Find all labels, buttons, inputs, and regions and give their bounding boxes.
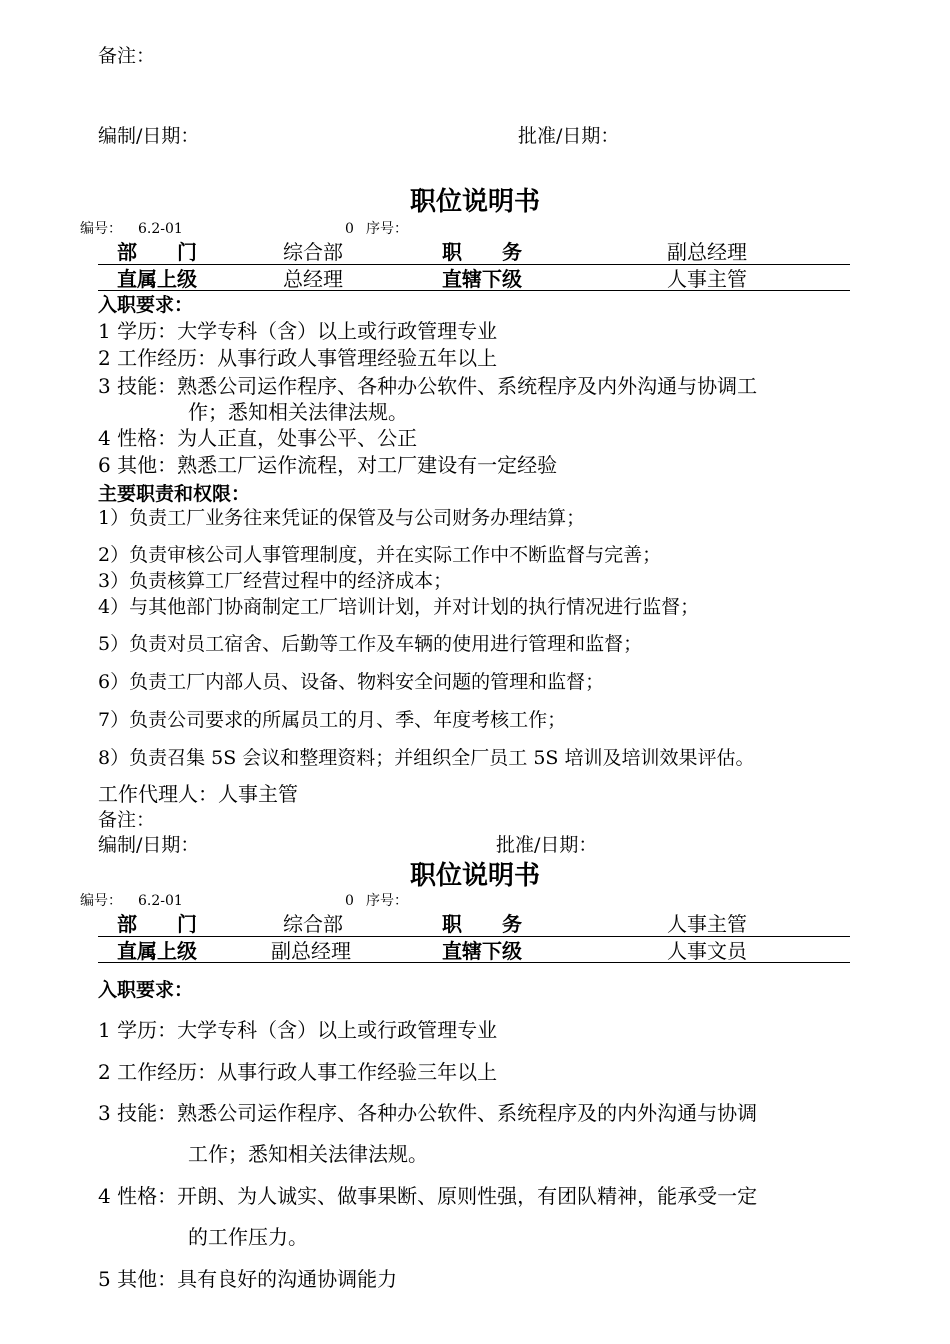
form2-requirement-item: 1 学历：大学专科（含）以上或行政管理专业 <box>98 1018 498 1042</box>
form1-remark-label: 备注： <box>98 809 156 831</box>
form1-title: 职位说明书 <box>409 187 540 217</box>
form2-code-label: 编号： <box>80 893 122 909</box>
form1-row-divider <box>98 264 850 265</box>
form1-code-label: 编号： <box>80 221 122 237</box>
form1-subordinate-label: 直辖下级 <box>442 267 522 291</box>
form2-requirement-item: 的工作压力。 <box>188 1225 308 1249</box>
form1-duty-item: 6）负责工厂内部人员、设备、物料安全问题的管理和监督； <box>98 671 605 693</box>
form1-supervisor-label: 直属上级 <box>117 267 197 291</box>
form2-subordinate-label: 直辖下级 <box>442 939 522 963</box>
form1-duties-heading: 主要职责和权限： <box>98 483 251 505</box>
form1-supervisor-value: 总经理 <box>283 267 343 291</box>
form2-position-label: 职 务 <box>442 912 522 936</box>
form2-requirement-item: 工作；悉知相关法律法规。 <box>188 1142 428 1166</box>
form1-duty-item: 3）负责核算工厂经营过程中的经济成本； <box>98 570 453 592</box>
form2-dept-label: 部 门 <box>117 912 197 936</box>
form2-seq-label: 序号： <box>366 893 408 909</box>
form2-dept-value: 综合部 <box>283 912 343 936</box>
form2-table-bottom-rule <box>98 962 850 963</box>
form1-dept-value: 综合部 <box>283 240 343 264</box>
approved-date-label: 批准/日期： <box>518 125 620 147</box>
form2-requirement-item: 4 性格：开朗、为人诚实、做事果断、原则性强，有团队精神，能承受一定 <box>98 1184 758 1208</box>
form2-supervisor-value: 副总经理 <box>271 939 351 963</box>
form1-zero: 0 <box>345 221 354 237</box>
form1-requirement-item: 2 工作经历：从事行政人事管理经验五年以上 <box>98 346 498 370</box>
form1-requirement-item: 作；悉知相关法律法规。 <box>188 400 408 424</box>
form1-seq-label: 序号： <box>366 221 408 237</box>
form1-code-value: 6.2-01 <box>138 221 183 237</box>
form1-requirement-item: 4 性格：为人正直，处事公平、公正 <box>98 426 418 450</box>
form1-approved-date-label: 批准/日期： <box>496 834 598 856</box>
form1-table-bottom-rule <box>98 290 850 291</box>
form1-requirements-heading: 入职要求： <box>98 294 194 316</box>
prepared-date-label: 编制/日期： <box>98 125 200 147</box>
form2-requirement-item: 5 其他：具有良好的沟通协调能力 <box>98 1267 398 1291</box>
form1-position-label: 职 务 <box>442 240 522 264</box>
form2-requirement-item: 2 工作经历：从事行政人事工作经验三年以上 <box>98 1060 498 1084</box>
form1-duty-item: 7）负责公司要求的所属员工的月、季、年度考核工作； <box>98 709 567 731</box>
form1-duty-item: 5）负责对员工宿舍、后勤等工作及车辆的使用进行管理和监督； <box>98 633 643 655</box>
form2-code-value: 6.2-01 <box>138 893 183 909</box>
form1-duty-item: 4）与其他部门协商制定工厂培训计划，并对计划的执行情况进行监督； <box>98 596 700 618</box>
form1-work-agent: 工作代理人：人事主管 <box>98 782 298 806</box>
form2-title: 职位说明书 <box>409 861 540 891</box>
form2-supervisor-label: 直属上级 <box>117 939 197 963</box>
form1-dept-label: 部 门 <box>117 240 197 264</box>
form2-zero: 0 <box>345 893 354 909</box>
remark-label: 备注： <box>98 45 156 67</box>
form1-requirement-item: 6 其他：熟悉工厂运作流程，对工厂建设有一定经验 <box>98 453 558 477</box>
form1-requirement-item: 3 技能：熟悉公司运作程序、各种办公软件、系统程序及内外沟通与协调工 <box>98 374 758 398</box>
form2-position-value: 人事主管 <box>667 912 747 936</box>
form1-prepared-date-label: 编制/日期： <box>98 834 200 856</box>
form1-duty-item: 2）负责审核公司人事管理制度，并在实际工作中不断监督与完善； <box>98 544 662 566</box>
form2-requirement-item: 3 技能：熟悉公司运作程序、各种办公软件、系统程序及的内外沟通与协调 <box>98 1101 758 1125</box>
form1-position-value: 副总经理 <box>667 240 747 264</box>
form2-requirements-heading: 入职要求： <box>98 979 194 1001</box>
form1-duty-item: 1）负责工厂业务往来凭证的保管及与公司财务办理结算； <box>98 507 586 529</box>
form1-duty-item: 8）负责召集 5S 会议和整理资料；并组织全厂员工 5S 培训及培训效果评估。 <box>98 747 755 769</box>
form1-subordinate-value: 人事主管 <box>667 267 747 291</box>
form2-subordinate-value: 人事文员 <box>667 939 747 963</box>
form1-requirement-item: 1 学历：大学专科（含）以上或行政管理专业 <box>98 319 498 343</box>
form2-row-divider <box>98 936 850 937</box>
